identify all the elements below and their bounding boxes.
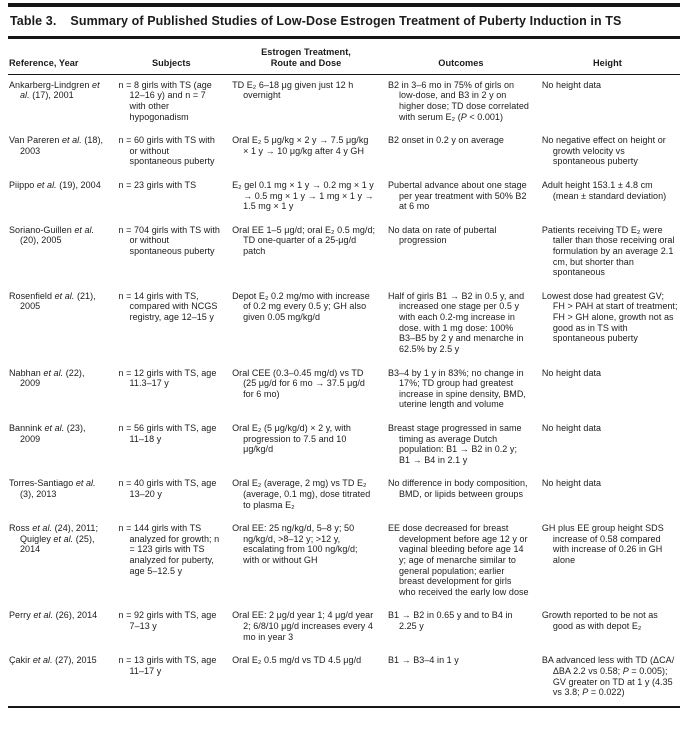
cell-outcomes: Pubertal advance about one stage per year treatment with 50% B2 at 6 mo: [387, 179, 527, 212]
cell-subjects: n = 92 girls with TS, age 7–13 y: [118, 610, 217, 632]
cell-outcomes: Breast stage progressed in same timing as average Dutch population: B1 → B2 in 0.2 y; B1 → B4 in 2.1 y: [387, 422, 522, 465]
cell-treatment: Oral E₂ 5 μg/kg × 2 y → 7.5 μg/kg × 1 y → 10 μg/kg after 4 y GH: [232, 135, 369, 156]
cell-subjects: n = 23 girls with TS: [118, 179, 197, 190]
cell-reference-year: Perry et al. (26), 2014: [9, 610, 98, 621]
table-row: [8, 130, 680, 175]
header-subjects: Subjects: [118, 39, 232, 74]
cell-height: No height data: [541, 422, 602, 433]
table-caption: Summary of Published Studies of Low-Dose Estrogen Treatment of Puberty Induction in TS: [70, 14, 622, 28]
cell-height: Patients receiving TD E₂ were taller than those receiving oral formulation by an average 2.1 cm, but shorter than spontaneous: [541, 224, 675, 278]
cell-outcomes: B2 in 3–6 mo in 75% of girls on low-dose, and B3 in 2 y on higher dose; TD dose correlated with serum E₂ (P < 0.001): [387, 79, 529, 122]
table-row: [8, 175, 680, 220]
cell-treatment: Oral EE: 25 ng/kg/d, 5–8 y; 50 ng/kg/d, >8–12 y; >12 y, escalating from 100 ng/kg/d; with or without GH: [232, 523, 358, 566]
cell-subjects: n = 144 girls with TS analyzed for growth; n = 123 girls with TS analyzed for puberty, age 5–12.5 y: [118, 523, 220, 576]
cell-treatment: Oral E₂ (average, 2 mg) vs TD E₂ (average, 0.1 mg), dose titrated to plasma E₂: [232, 478, 371, 510]
cell-treatment: Oral E₂ 0.5 mg/d vs TD 4.5 μg/d: [232, 655, 362, 666]
header-row: [8, 39, 680, 74]
cell-subjects: n = 704 girls with TS with or without spontaneous puberty: [118, 224, 220, 257]
cell-outcomes: Half of girls B1 → B2 in 0.5 y, and increased one stage per 0.5 y with each 0.2-mg increase in dose. with 1 mg dose: 100% B3–B5 by 2 y and menarche in 62.5% by 2.5 y: [387, 290, 525, 354]
table-number: Table 3.: [10, 14, 57, 28]
cell-reference-year: Nabhan et al. (22), 2009: [9, 367, 85, 389]
cell-outcomes: No difference in body composition, BMD, or lipids between groups: [387, 478, 528, 499]
cell-subjects: n = 12 girls with TS, age 11.3–17 y: [118, 367, 217, 389]
cell-reference-year: Piippo et al. (19), 2004: [9, 179, 101, 190]
table-row: [8, 518, 680, 605]
cell-subjects: n = 60 girls with TS with or without spontaneous puberty: [118, 135, 215, 167]
table-row: [8, 650, 680, 706]
cell-height: Adult height 153.1 ± 4.8 cm (mean ± standard deviation): [541, 179, 667, 201]
cell-reference-year: Ankarberg-Lindgren et al. (17), 2001: [9, 79, 100, 101]
cell-reference-year: Soriano-Guillen et al. (20), 2005: [9, 224, 95, 246]
cell-treatment: Oral E₂ (5 μg/kg/d) × 2 y, with progression to 7.5 and 10 μg/kg/d: [232, 422, 351, 455]
table-row: [8, 286, 680, 363]
table-row: [8, 605, 680, 650]
cell-subjects: n = 40 girls with TS, age 13–20 y: [118, 478, 217, 499]
cell-subjects: n = 8 girls with TS (age 12–16 y) and n = 7 with other hypogonadism: [118, 79, 212, 122]
table-row: [8, 473, 680, 518]
cell-outcomes: No data on rate of pubertal progression: [387, 224, 497, 246]
cell-height: Lowest dose had greatest GV; FH > PAH at start of treatment; FH > GH alone, growth not as good as in TS with spontaneous puberty: [541, 290, 678, 344]
cell-outcomes: B2 onset in 0.2 y on average: [387, 135, 504, 146]
cell-height: No height data: [541, 478, 602, 489]
table-row: [8, 220, 680, 286]
cell-reference-year: Rosenfield et al. (21), 2005: [9, 290, 96, 312]
cell-height: No negative effect on height or growth velocity vs spontaneous puberty: [541, 135, 666, 167]
header-outcomes: Outcomes: [387, 39, 541, 74]
cell-reference-year: Ross et al. (24), 2011; Quigley et al. (25), 2014: [9, 523, 99, 555]
header-reference-year: Reference, Year: [8, 39, 118, 74]
header-height: Height: [541, 39, 680, 74]
cell-treatment: TD E₂ 6–18 μg given just 12 h overnight: [232, 79, 354, 101]
cell-height: No height data: [541, 367, 602, 378]
cell-treatment: Depot E₂ 0.2 mg/mo with increase of 0.2 mg every 0.5 y; GH also given 0.05 mg/kg/d: [232, 290, 370, 323]
cell-subjects: n = 13 girls with TS, age 11–17 y: [118, 655, 217, 676]
cell-outcomes: EE dose decreased for breast development before age 12 y or vaginal bleeding before age 14 y; age of menarche similar to general population; earlier breast development for girls who received the early low dose: [387, 523, 529, 597]
studies-table: [8, 39, 680, 708]
cell-treatment: Oral EE 1–5 μg/d; oral E₂ 0.5 mg/d; TD one-quarter of a 25-μg/d patch: [232, 224, 376, 257]
table-row: [8, 363, 680, 418]
table-row: [8, 418, 680, 473]
cell-height: GH plus EE group height SDS increase of 0.58 compared with increase of 0.26 in GH alone: [541, 523, 664, 566]
table-row: [8, 74, 680, 130]
cell-treatment: Oral EE: 2 μg/d year 1; 4 μg/d year 2; 6/8/10 μg/d increases every 4 mo in year 3: [232, 610, 374, 642]
cell-reference-year: Çakir et al. (27), 2015: [9, 655, 97, 666]
cell-treatment: Oral CEE (0.3–0.45 mg/d) vs TD (25 μg/d for 6 mo → 37.5 μg/d for 6 mo): [232, 367, 365, 399]
cell-height: BA advanced less with TD (ΔCA/ΔBA 2.2 vs 0.58; P = 0.005); GV greater on TD at 1 y (4.35 vs 3.8; P = 0.022): [541, 655, 675, 698]
table-title-bar: [8, 3, 680, 39]
cell-reference-year: Bannink et al. (23), 2009: [9, 422, 86, 444]
cell-height: No height data: [541, 79, 602, 90]
cell-reference-year: Van Pareren et al. (18), 2003: [9, 135, 104, 156]
header-estrogen-treatment: Estrogen Treatment, Route and Dose: [231, 39, 387, 74]
cell-outcomes: B1 → B3–4 in 1 y: [387, 655, 459, 666]
cell-height: Growth reported to be not as good as with depot E₂: [541, 610, 658, 632]
cell-outcomes: B3–4 by 1 y in 83%; no change in 17%; TD group had greatest increase in spine density, BMD, uterine length and volume: [387, 367, 526, 410]
cell-subjects: n = 56 girls with TS, age 11–18 y: [118, 422, 217, 444]
cell-outcomes: B1 → B2 in 0.65 y and to B4 in 2.25 y: [387, 610, 513, 632]
cell-treatment: E₂ gel 0.1 mg × 1 y → 0.2 mg × 1 y → 0.5 mg × 1 y → 1 mg × 1 y → 1.5 mg × 1 y: [232, 179, 374, 212]
cell-reference-year: Torres-Santiago et al. (3), 2013: [9, 478, 96, 499]
cell-subjects: n = 14 girls with TS, compared with NCGS registry, age 12–15 y: [118, 290, 218, 323]
